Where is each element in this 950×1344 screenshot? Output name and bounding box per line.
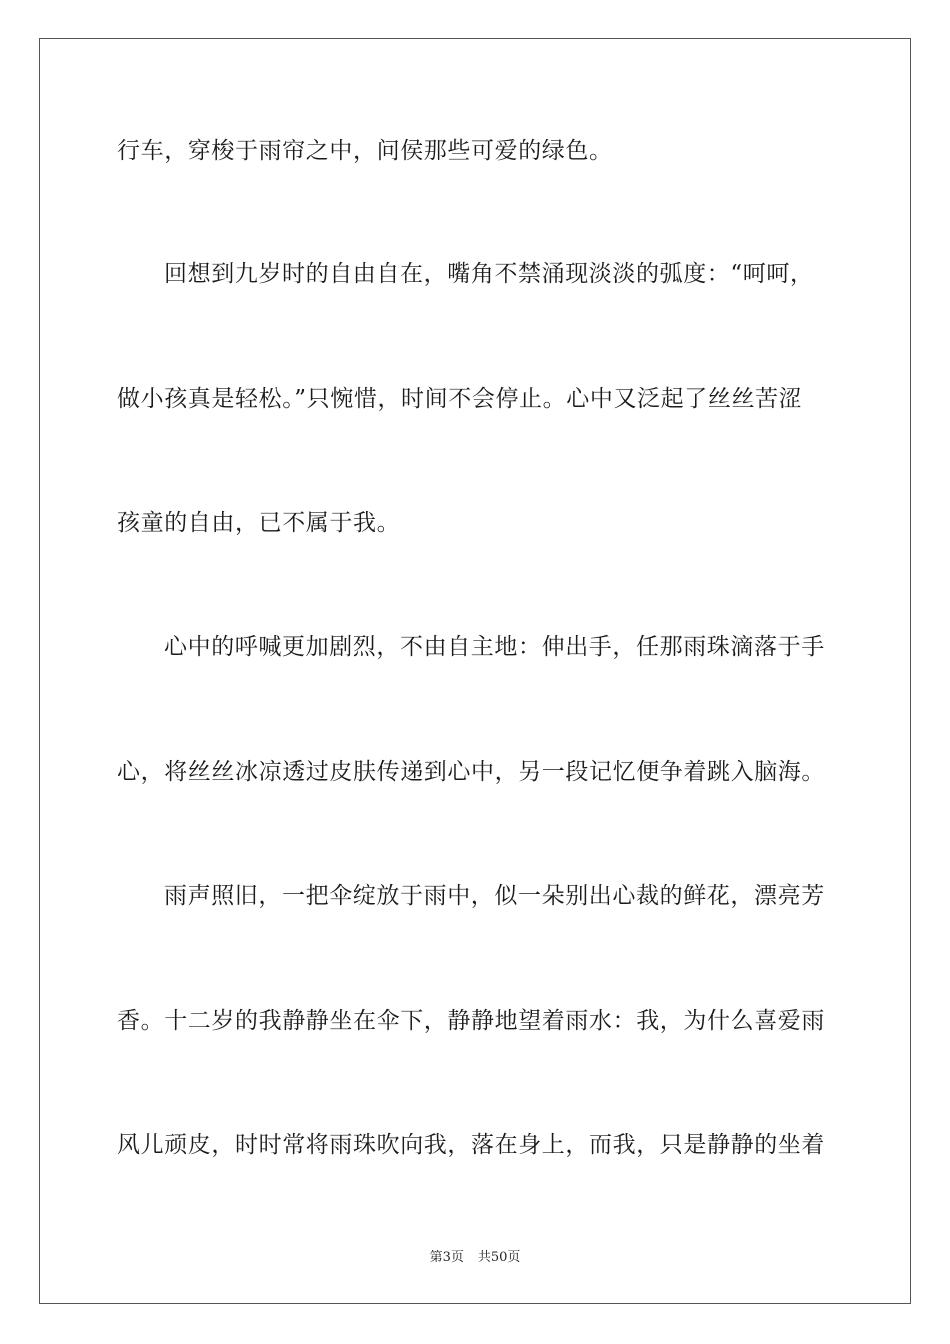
text-line-7: 雨声照旧，一把伞绽放于雨中，似一朵别出心裁的鲜花，漂亮芳 — [164, 883, 825, 909]
text-line-9: 风儿顽皮，时时常将雨珠吹向我，落在身上，而我，只是静静的坐着 — [117, 1132, 825, 1158]
text-line-1: 行车，穿梭于雨帘之中，问侯那些可爱的绿色。 — [117, 138, 613, 164]
page-total: 共50页 — [477, 1250, 521, 1265]
page-number: 第3页 — [429, 1250, 464, 1265]
page-border — [39, 38, 911, 1304]
text-line-2: 回想到九岁时的自由自在，嘴角不禁涌现淡淡的弧度：“呵呵， — [164, 261, 814, 287]
page-footer — [0, 1246, 950, 1265]
text-line-6: 心，将丝丝冰凉透过皮肤传递到心中，另一段记忆便争着跳入脑海。 — [117, 759, 825, 785]
text-line-5: 心中的呼喊更加剧烈，不由自主地：伸出手，任那雨珠滴落于手 — [164, 634, 825, 660]
text-line-3: 做小孩真是轻松。”只惋惜，时间不会停止。心中又泛起了丝丝苦涩 — [117, 386, 803, 412]
text-line-8: 香。十二岁的我静静坐在伞下，静静地望着雨水：我，为什么喜爱雨 — [117, 1008, 825, 1034]
text-line-4: 孩童的自由，已不属于我。 — [117, 510, 401, 536]
